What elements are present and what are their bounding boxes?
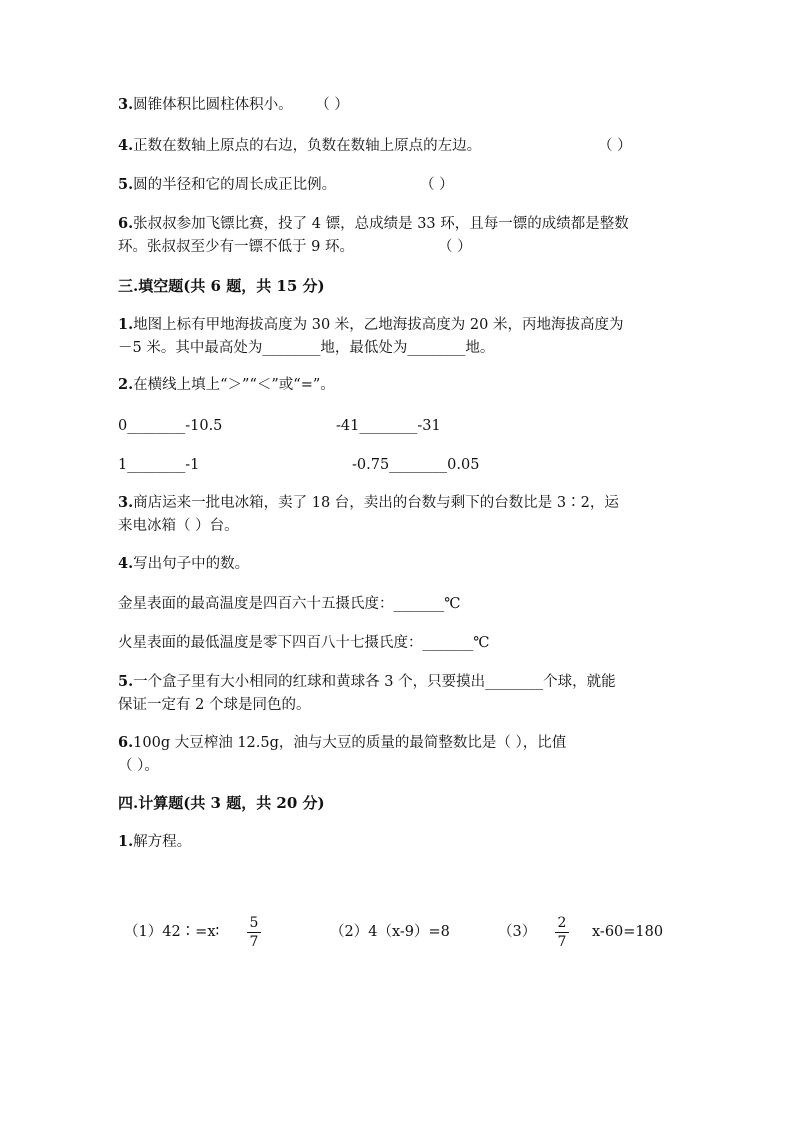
- judge-q3: [118, 95, 349, 115]
- question-text: 环。张叔叔至少有一镖不低于 9 环。: [118, 239, 354, 255]
- question-number: 5.: [118, 673, 134, 690]
- fill-q4-sentence2: 火星表面的最低温度是零下四百八十七摄氏度：_______℃: [118, 635, 490, 651]
- fill-q1-line1: [118, 315, 623, 335]
- fraction-denominator: 7: [557, 934, 567, 950]
- answer-bracket[interactable]: （ ）: [438, 239, 472, 255]
- question-text: 一个盒子里有大小相同的红球和黄球各 3 个，只要摸出________个球，就能: [133, 674, 616, 690]
- question-text: 正数在数轴上原点的右边，负数在数轴上原点的左边。: [133, 138, 482, 154]
- fraction-numerator: 5: [249, 915, 259, 931]
- question-text: 写出句子中的数。: [133, 556, 250, 572]
- fraction-denominator: 7: [249, 934, 259, 950]
- fill-q3-line2: 来电冰箱（ ）台。: [118, 518, 239, 534]
- answer-bracket[interactable]: （ ）: [420, 177, 454, 193]
- answer-bracket[interactable]: （ ）: [598, 138, 632, 154]
- question-number: 5.: [118, 176, 134, 193]
- judge-q4: [118, 136, 481, 156]
- fill-q4-sentence1: 金星表面的最高温度是四百六十五摄氏度：_______℃: [118, 596, 461, 612]
- judge-q6-line2: [118, 237, 354, 257]
- question-text: 商店运来一批电冰箱，卖了 18 台，卖出的台数与剩下的台数比是 3∶2，运: [133, 495, 619, 511]
- equation-3-suffix: x-60=180: [592, 924, 664, 940]
- equation-1-prefix: （1）42∶=x∶: [124, 924, 220, 940]
- fraction-bar: [247, 932, 261, 933]
- fill-q2: [118, 375, 335, 395]
- question-number: 1.: [118, 833, 134, 850]
- compare-item[interactable]: -0.75________0.05: [352, 457, 480, 473]
- fraction-numerator: 2: [557, 915, 567, 931]
- question-number: 4.: [118, 137, 134, 154]
- fill-q3-line1: [118, 493, 619, 513]
- fill-q1-line2: －5 米。其中最高处为________地，最低处为________地。: [118, 340, 495, 356]
- question-number: 4.: [118, 555, 134, 572]
- fill-q4: [118, 554, 249, 574]
- judge-q6-line1: [118, 214, 629, 234]
- equation-3-prefix: （3）: [498, 924, 537, 940]
- fraction-5-7: [246, 915, 262, 950]
- question-number: 6.: [118, 734, 134, 751]
- fill-q6-line2: （ ）。: [118, 758, 159, 774]
- question-text: 地图上标有甲地海拔高度为 30 米，乙地海拔高度为 20 米，丙地海拔高度为: [133, 317, 624, 333]
- question-number: 3.: [118, 96, 134, 113]
- fill-q5-line1: [118, 672, 616, 692]
- compare-item[interactable]: -41________-31: [336, 418, 441, 434]
- fraction-2-7: [554, 915, 570, 950]
- section-heading-calc: 四.计算题(共 3 题，共 20 分): [118, 794, 325, 812]
- question-text: 100g 大豆榨油 12.5g，油与大豆的质量的最简整数比是（ ），比值: [133, 735, 567, 751]
- question-text: 解方程。: [133, 834, 192, 850]
- fraction-bar: [555, 932, 569, 933]
- fill-q5-line2: 保证一定有 2 个球是同色的。: [118, 697, 311, 713]
- question-number: 1.: [118, 316, 134, 333]
- compare-item[interactable]: 1________-1: [118, 457, 200, 473]
- question-number: 3.: [118, 494, 134, 511]
- calc-q1: [118, 832, 191, 852]
- equation-2: （2）4（x-9）=8: [330, 924, 450, 940]
- section-heading-fill: 三.填空题(共 6 题，共 15 分): [118, 277, 325, 295]
- question-text: 在横线上填上“＞”“＜”或“=”。: [133, 377, 335, 393]
- question-text: 张叔叔参加飞镖比赛，投了 4 镖，总成绩是 33 环，且每一镖的成绩都是整数: [133, 216, 629, 232]
- answer-bracket[interactable]: （ ）: [315, 97, 349, 113]
- question-text: 圆的半径和它的周长成正比例。: [133, 177, 337, 193]
- question-text: 圆锥体积比圆柱体积小。: [133, 97, 293, 113]
- question-number: 2.: [118, 376, 134, 393]
- compare-item[interactable]: 0________-10.5: [118, 418, 223, 434]
- fill-q6-line1: [118, 733, 566, 753]
- judge-q5: [118, 175, 336, 195]
- question-number: 6.: [118, 215, 134, 232]
